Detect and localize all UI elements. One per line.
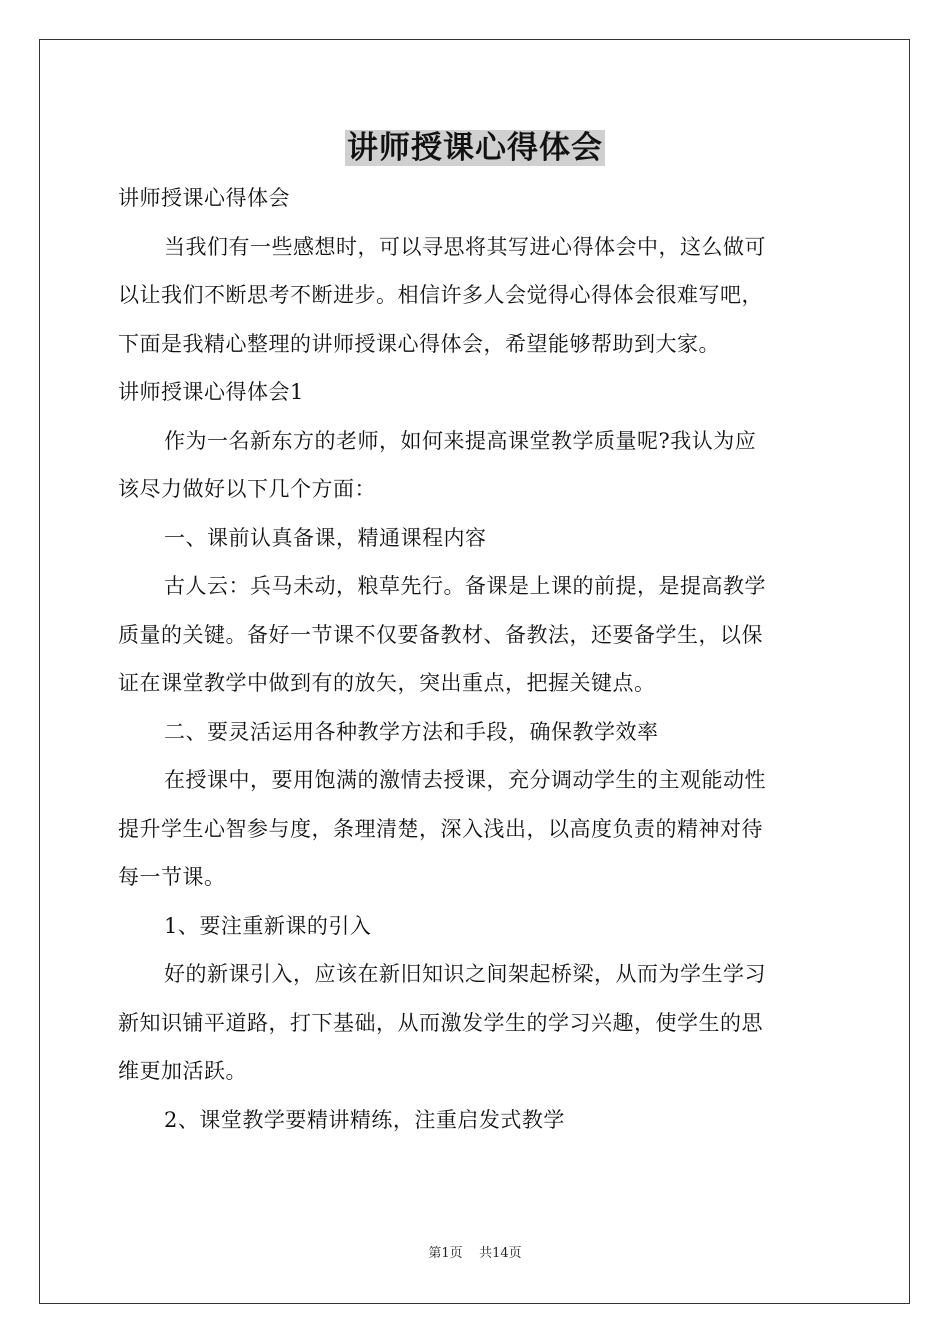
body-line: 古人云：兵马未动，粮草先行。备课是上课的前提，是提高教学 — [164, 574, 766, 598]
body-line: 好的新课引入，应该在新旧知识之间架起桥梁，从而为学生学习 — [164, 962, 766, 986]
body-line: 作为一名新东方的老师，如何来提高课堂教学质量呢?我认为应 — [164, 428, 757, 453]
section-heading: 讲师授课心得体会1 — [118, 380, 304, 404]
body-line: 质量的关键。备好一节课不仅要备教材、备教法，还要备学生，以保 — [118, 622, 763, 647]
body-line: 新知识铺平道路，打下基础，从而激发学生的学习兴趣，使学生的思 — [118, 1010, 763, 1035]
page-number: 第1页 — [428, 1246, 463, 1261]
body-line: 以让我们不断思考不断进步。相信许多人会觉得心得体会很难写吧， — [118, 283, 763, 307]
document-title — [0, 126, 950, 170]
body-line: 讲师授课心得体会 — [118, 186, 290, 210]
body-line: 提升学生心智参与度，条理清楚，深入浅出，以高度负责的精神对待 — [118, 816, 763, 841]
document-body — [118, 174, 838, 1144]
body-line: 维更加活跃。 — [118, 1059, 247, 1083]
body-line: 下面是我精心整理的讲师授课心得体会，希望能够帮助到大家。 — [118, 331, 720, 356]
subheading: 1、要注重新课的引入 — [164, 913, 372, 938]
body-line: 证在课堂教学中做到有的放矢，突出重点，把握关键点。 — [118, 671, 656, 695]
subheading: 一、课前认真备课，精通课程内容 — [164, 525, 487, 550]
body-line: 当我们有一些感想时，可以寻思将其写进心得体会中，这么做可 — [164, 234, 766, 259]
body-line: 每一节课。 — [118, 865, 226, 889]
page-total: 共14页 — [479, 1246, 522, 1261]
body-line: 在授课中，要用饱满的激情去授课，充分调动学生的主观能动性 — [164, 768, 766, 792]
subheading: 二、要灵活运用各种教学方法和手段，确保教学效率 — [164, 719, 659, 744]
subheading: 2、课堂教学要精讲精练，注重启发式教学 — [164, 1107, 565, 1132]
title-text: 讲师授课心得体会 — [347, 130, 603, 166]
body-line: 该尽力做好以下几个方面： — [118, 477, 376, 501]
page-footer — [0, 1245, 950, 1263]
